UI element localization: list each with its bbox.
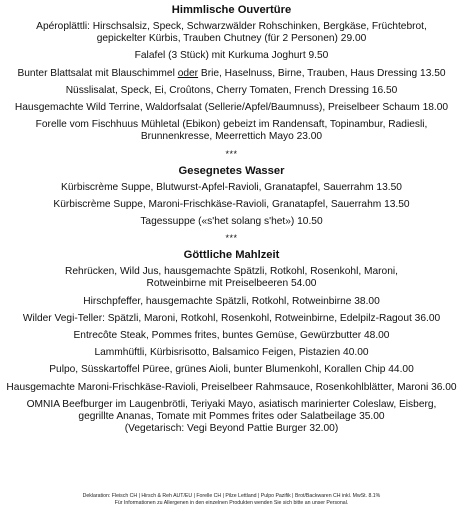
menu-item-line: Lammhüftli, Kürbisrisotto, Balsamico Feigen, Pistazien 40.00 <box>94 347 369 359</box>
menu-item-line: Forelle vom Fischhuus Mühletal (Ebikon) gebeizt im Randensaft, Topinambur, Radiesli, <box>35 119 428 131</box>
section-title: Göttliche Mahlzeit <box>183 249 280 262</box>
menu-item-line: Entrecôte Steak, Pommes frites, buntes Gemüse, Gewürzbutter 48.00 <box>73 330 390 342</box>
footer-declaration: Deklaration: Fleisch CH | Hirsch & Reh AUT/EU | Forelle CH | Pilze Lettland | Pulpo Pazifik | Brot/Backwaren CH inkl. MwSt. 8.1% <box>82 493 381 499</box>
menu-item-line: Hausgemachte Maroni-Frischkäse-Ravioli, Preiselbeer Rahmsauce, Rosenkohlblätter, Maroni 36.00 <box>6 381 457 393</box>
menu-item-line: Brunnenkresse, Meerrettich Mayo 23.00 <box>140 131 323 143</box>
footer-allergen-note: Für Informationen zu Allergenen in den einzelnen Produkten wenden Sie sich bitte an unser Personal. <box>114 500 349 506</box>
menu-item <box>0 347 463 359</box>
section-himmlische-ouverture <box>0 4 463 159</box>
menu-item-line: OMNIA Beefburger im Laugenbrötli, Teriyaki Mayo, asiatisch marinierter Coleslaw, Eisberg, <box>26 398 437 410</box>
section-gesegnetes-wasser <box>0 165 463 244</box>
menu-item <box>0 85 463 97</box>
menu-item-line: gegrillte Ananas, Tomate mit Pommes frites oder Salatbeilage 35.00 <box>78 411 385 423</box>
text-part: Brie, Haselnuss, Birne, Trauben, Haus Dressing 13.50 <box>198 67 446 79</box>
menu-item <box>0 382 463 394</box>
menu-item <box>0 21 463 45</box>
menu-item-line: Pulpo, Süsskartoffel Püree, grünes Aioli, bunter Blumenkohl, Korallen Chip 44.00 <box>49 364 414 376</box>
menu-footer <box>0 493 463 507</box>
menu-item <box>0 68 463 80</box>
menu-item <box>0 50 463 62</box>
menu-item-line <box>6 68 457 80</box>
menu-item <box>0 182 463 194</box>
menu-item <box>0 399 463 436</box>
menu-item-line: Wilder Vegi-Teller: Spätzli, Maroni, Rotkohl, Rosenkohl, Rotweinbirne, Edelpilz-Ragout 36.00 <box>22 312 441 324</box>
section-separator: *** <box>225 148 238 159</box>
underlined-text-part: oder <box>177 67 199 79</box>
menu-item <box>0 313 463 325</box>
section-title: Himmlische Ouvertüre <box>171 4 292 16</box>
menu-item-line: Hausgemachte Wild Terrine, Waldorfsalat (Sellerie/Apfel/Baumnuss), Preiselbeer Schaum 18.00 <box>14 102 449 114</box>
menu-item-line: Rotweinbirne mit Preiselbeeren 54.00 <box>146 278 317 290</box>
menu-item-line: (Vegetarisch: Vegi Beyond Pattie Burger 32.00) <box>124 423 339 435</box>
menu-item-line: Nüsslisalat, Speck, Ei, Croûtons, Cherry Tomaten, French Dressing 16.50 <box>65 84 398 96</box>
section-separator: *** <box>225 233 238 244</box>
menu-item <box>0 296 463 308</box>
menu-item-line: Falafel (3 Stück) mit Kurkuma Joghurt 9.50 <box>134 50 329 62</box>
menu-item-line: gepickelter Kürbis, Trauben Chutney (für 2 Personen) 29.00 <box>96 33 367 45</box>
menu-item <box>0 102 463 114</box>
section-title: Gesegnetes Wasser <box>178 164 285 177</box>
menu-item-line: Tagessuppe («s'het solang s'het») 10.50 <box>140 216 323 228</box>
menu-item <box>0 199 463 211</box>
menu-item <box>0 330 463 342</box>
menu-item <box>0 266 463 290</box>
menu-item <box>0 364 463 376</box>
menu-item-line: Kürbiscrème Suppe, Maroni-Frischkäse-Ravioli, Granatapfel, Sauerrahm 13.50 <box>53 198 410 210</box>
menu-item-line: Apéroplättli: Hirschsalsiz, Speck, Schwarzwälder Rohschinken, Bergkäse, Früchtebrot, <box>36 21 427 32</box>
section-goettliche-mahlzeit <box>0 249 463 435</box>
menu-item <box>0 119 463 143</box>
text-part: Bunter Blattsalat mit Blauschimmel <box>17 67 178 79</box>
menu-item-line: Rehrücken, Wild Jus, hausgemachte Spätzli, Rotkohl, Rosenkohl, Maroni, <box>65 266 398 278</box>
menu-item-line: Kürbiscrème Suppe, Blutwurst-Apfel-Ravioli, Granatapfel, Sauerrahm 13.50 <box>61 181 402 193</box>
menu-item-line: Hirschpfeffer, hausgemachte Spätzli, Rotkohl, Rotweinbirne 38.00 <box>83 295 380 307</box>
menu-item <box>0 216 463 228</box>
